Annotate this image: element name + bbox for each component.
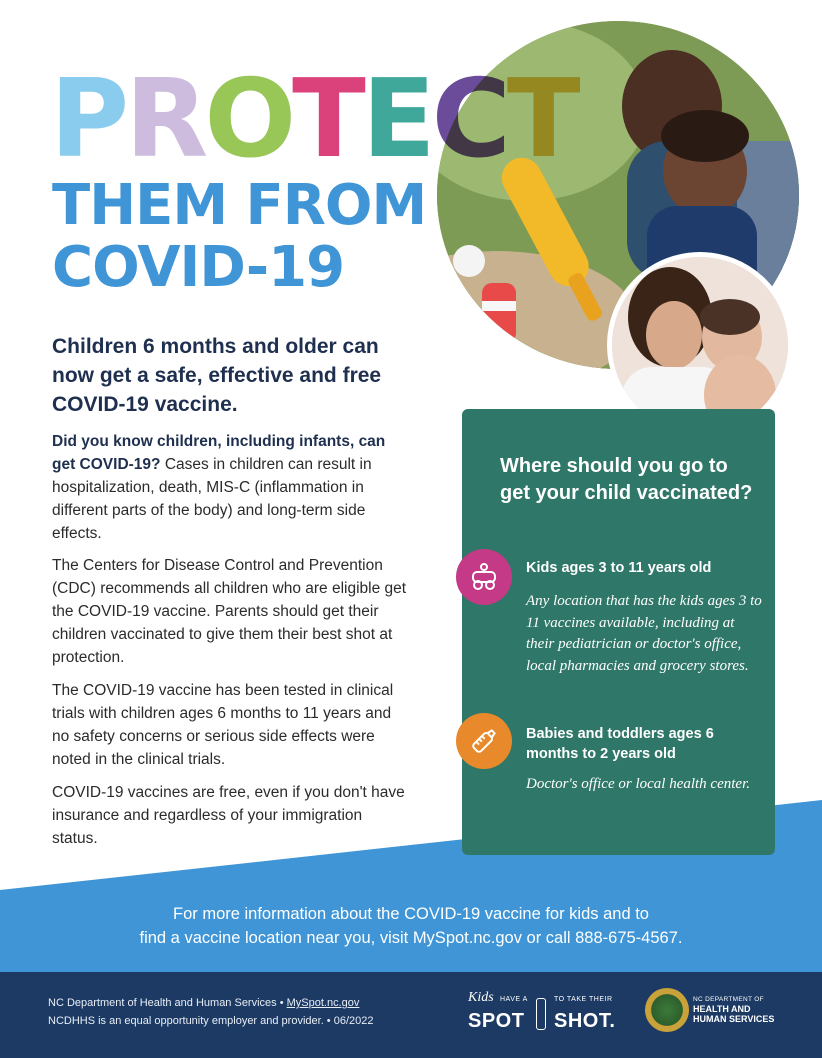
spot-to-take-their: TO TAKE THEIR — [554, 996, 613, 1003]
vaccination-location-card — [462, 409, 775, 855]
footer-url-link[interactable]: MySpot.nc.gov — [286, 997, 360, 1009]
paragraph-1-text: Cases in children can result in hospitalization, death, MIS-C (inflammation in different parts of the body) and long-term side effects. — [52, 456, 372, 542]
protect-letter-c-5: C — [431, 57, 507, 182]
paragraph-4: COVID-19 vaccines are free, even if you don't have insurance and regardless of your immigration status. — [52, 784, 405, 847]
protect-letter-t-6: T — [506, 57, 577, 182]
item-2-heading: Babies and toddlers ages 6 months to 2 years old — [526, 726, 714, 762]
dhhs-name-line-1: HEALTH AND — [693, 1004, 751, 1014]
nc-seal-icon — [645, 988, 689, 1032]
paragraph-1 — [52, 430, 408, 545]
subhead-line-1: THEM FROM — [52, 173, 427, 238]
spot-shot-logo — [468, 984, 628, 1040]
info-line-2: find a vaccine location near you, visit MySpot.nc.gov or call 888-675-4567. — [139, 929, 683, 947]
protect-letter-t-3: T — [292, 57, 362, 182]
item-2-text: Doctor's office or local health center. — [526, 776, 750, 792]
dhhs-name — [693, 1004, 774, 1024]
subhead-line-2: COVID-19 — [52, 235, 345, 300]
dhhs-small-text: NC DEPARTMENT OF — [693, 996, 764, 1003]
footer — [0, 972, 822, 1058]
footer-org: NC Department of Health and Human Services • — [48, 997, 287, 1009]
subhead — [52, 175, 452, 299]
lead-statement: Children 6 months and older can now get a safe, effective and free COVID-19 vaccine. — [52, 335, 382, 416]
vial-icon — [536, 998, 546, 1030]
toy-car-icon — [456, 549, 512, 605]
card-title: Where should you go to get your child vaccinated? — [500, 455, 753, 504]
footer-text — [48, 994, 373, 1030]
info-message — [0, 902, 822, 950]
spot-have-a: HAVE A — [500, 996, 528, 1003]
item-1-text: Any location that has the kids ages 3 to 11 vaccines available, including at their pediatrician or doctor's office, local pharmacies and grocery stores. — [526, 593, 762, 674]
protect-letter-o-2: O — [204, 57, 293, 182]
footer-line-2: NCDHHS is an equal opportunity employer and provider. • 06/2022 — [48, 1015, 374, 1027]
baby-bottle-icon — [456, 713, 512, 769]
spot-kids: Kids — [468, 990, 494, 1005]
info-line-1: For more information about the COVID-19 vaccine for kids and to — [173, 905, 649, 923]
protect-letter-r-1: R — [125, 57, 205, 182]
paragraph-2: The Centers for Disease Control and Prevention (CDC) recommends all children who are eligible get the COVID-19 vaccine. Parents should get their children vaccinated to give them their best shot at protection. — [52, 557, 407, 666]
dhhs-name-line-2: HUMAN SERVICES — [693, 1014, 775, 1024]
protect-headline — [50, 57, 577, 182]
protect-letter-p-0: P — [50, 57, 126, 182]
paragraph-1-bold: Did you know children, including infants, can get COVID-19? — [52, 433, 386, 473]
paragraph-3: The COVID-19 vaccine has been tested in clinical trials with children ages 6 months to 11 years and no safety concerns or serious side effects were noted in the clinical trials. — [52, 682, 394, 768]
shot-word: SHOT. — [554, 1010, 616, 1032]
protect-letter-e-4: E — [361, 57, 432, 182]
item-1-heading: Kids ages 3 to 11 years old — [526, 560, 712, 576]
spot-word: SPOT — [468, 1010, 525, 1032]
